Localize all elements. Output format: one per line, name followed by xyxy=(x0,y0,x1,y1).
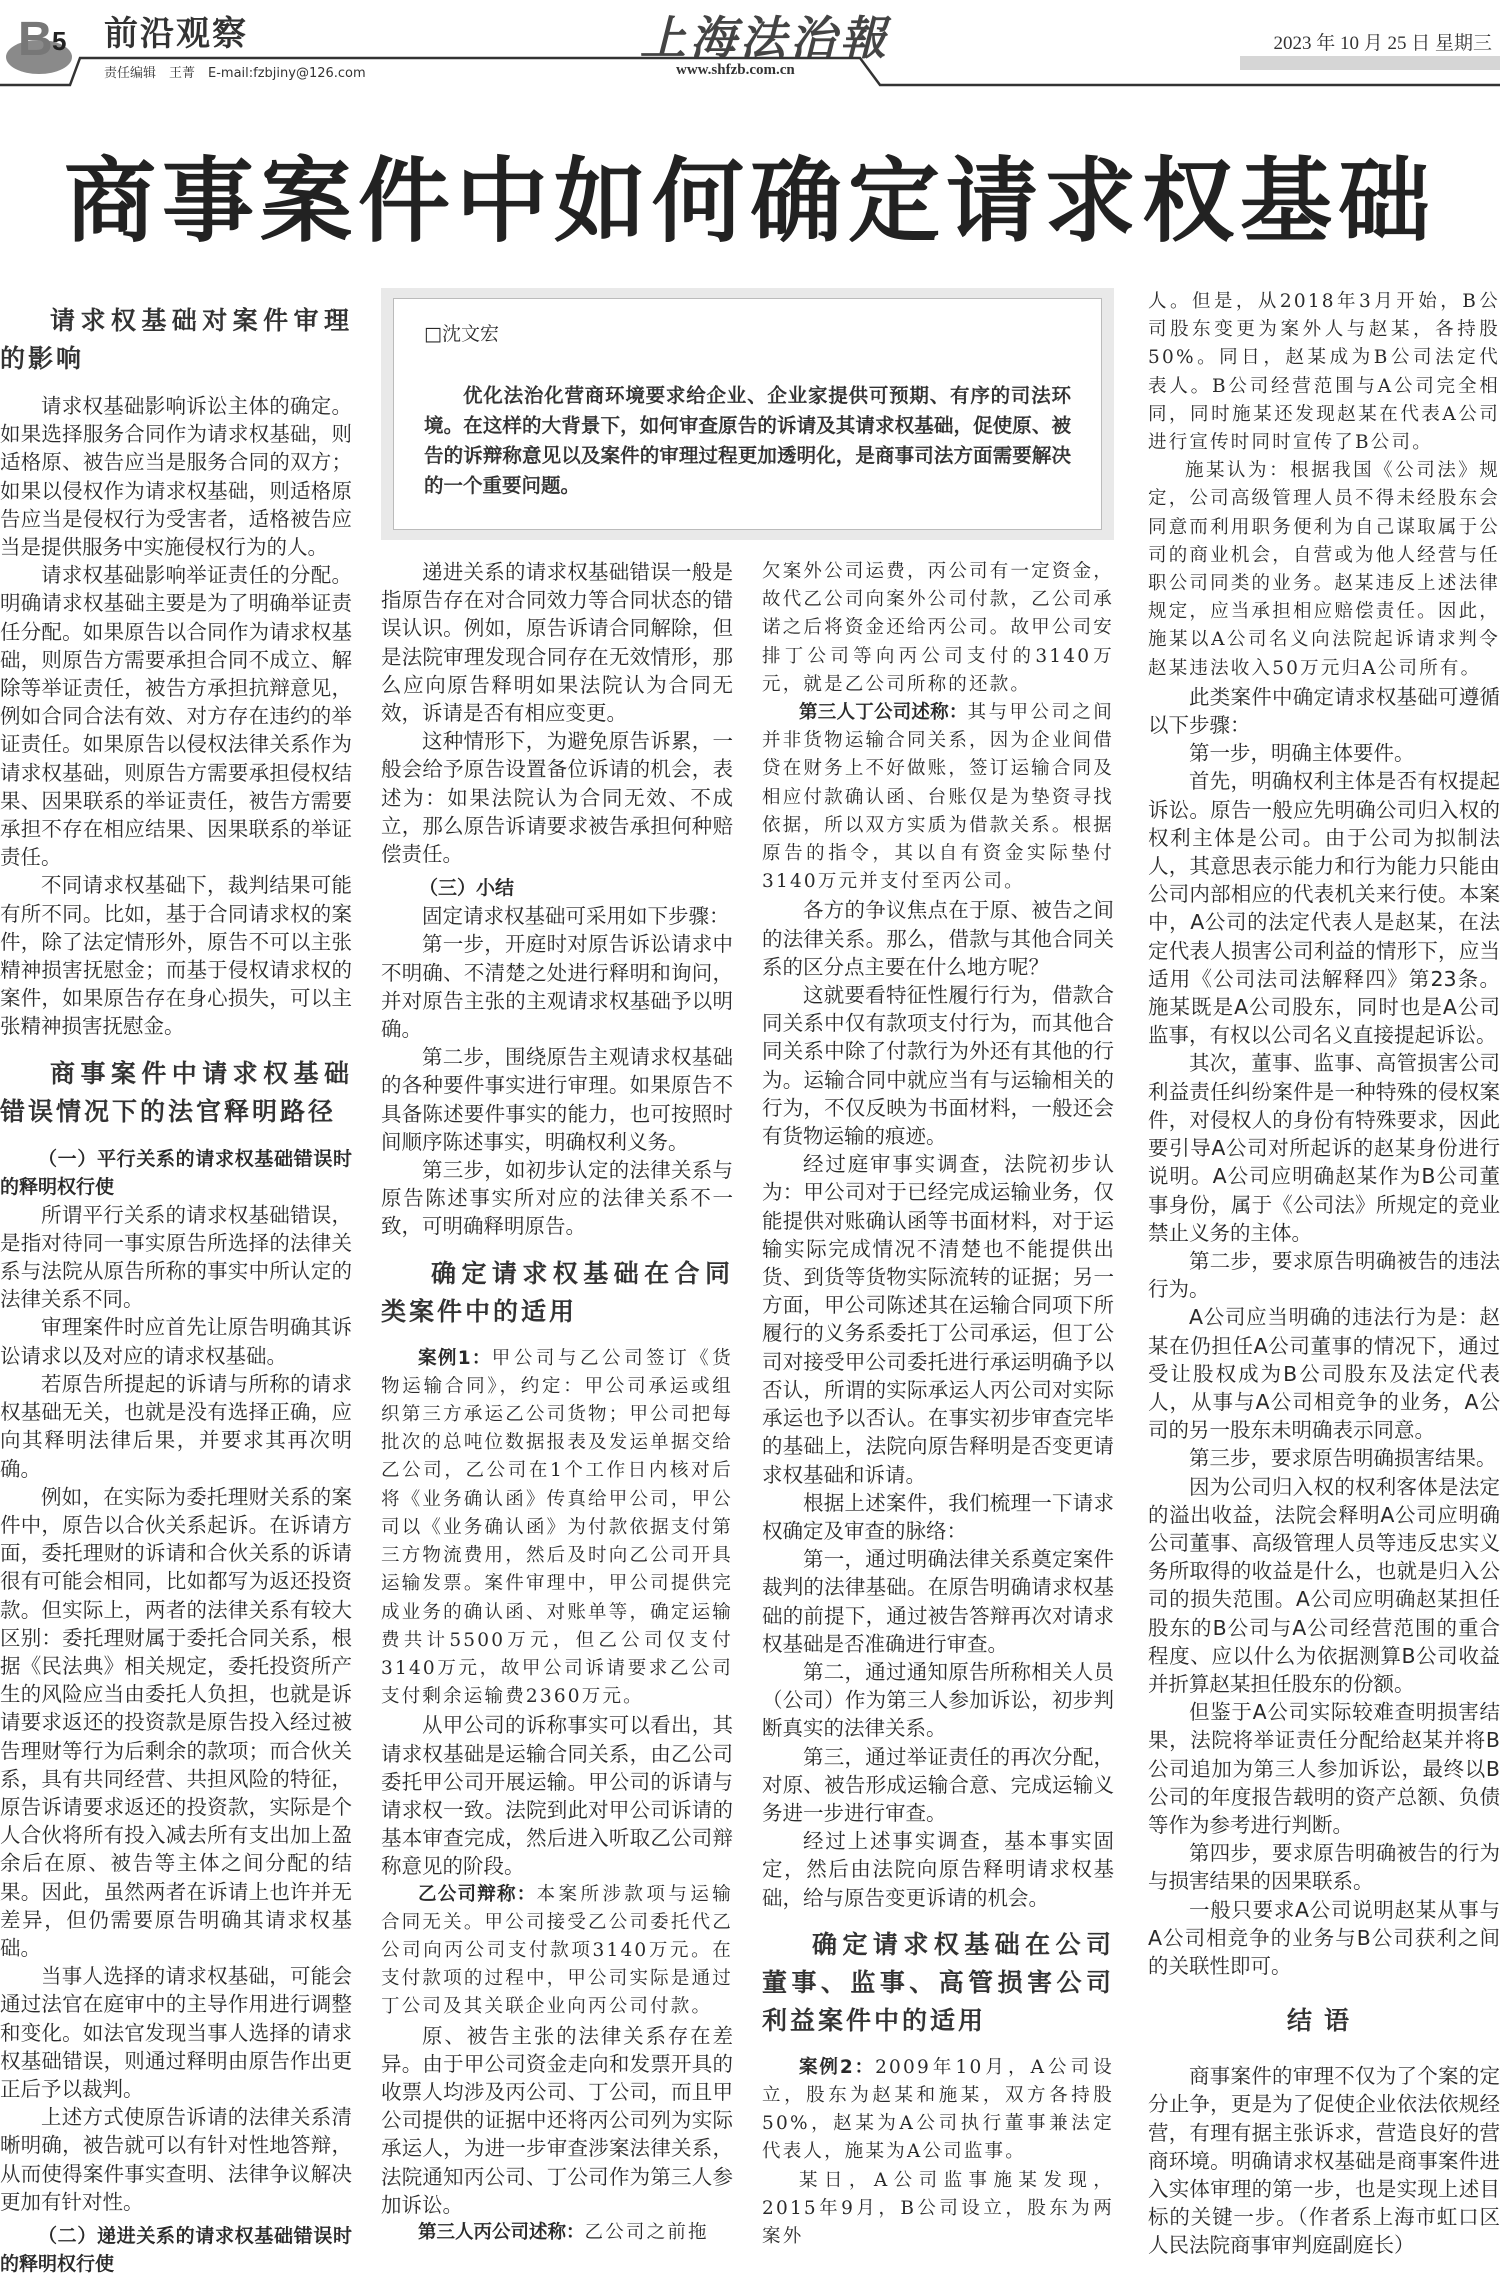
section-heading: 请求权基础对案件审理的影响 xyxy=(0,306,352,373)
newspaper-masthead: 上海法治報 xyxy=(640,11,890,65)
case-paragraph xyxy=(1148,457,1500,683)
body-paragraph: 第三步，如初步认定的法律关系与原告陈述事实所对应的法律关系不一致，可明确释明原告。 xyxy=(381,1158,733,1239)
body-paragraph: 原、被告主张的法律关系存在差异。由于甲公司资金走向和发票开具的收票人均涉及丙公司、丁公司，而且甲公司提供的证据中还将丙公司列为实际承运人，为进一步审查涉案法律关系，法院通知丙公司、丁公司作为第三人参加诉讼。 xyxy=(381,2023,733,2217)
subsection-heading: （二）递进关系的请求权基础错误时的释明权行使 xyxy=(0,2224,352,2275)
case-paragraph xyxy=(381,1345,733,1712)
case-text: 人。但是，从2018年3月开始，B公司股东变更为案外人与赵某，各持股50%。同日，赵某成为B公司法定代表人。B公司经营范围与A公司完全相同，同时施某还发现赵某在代表A公司进行宣传时同时宣传了B公司。 xyxy=(1148,291,1500,454)
subsection-heading: （一）平行关系的请求权基础错误时的释明权行使 xyxy=(0,1147,352,1198)
body-paragraph: 第二，通过通知原告所称相关人员（公司）作为第三人参加诉讼，初步判断真实的法律关系。 xyxy=(762,1659,1114,1741)
body-paragraph: A公司应当明确的违法行为是：赵某在仍担任A公司董事的情况下，通过受让股权成为B公司股东及法定代表人，从事与A公司相竞争的业务，A公司的另一股东未明确表示同意。 xyxy=(1148,1305,1500,1443)
website-link[interactable]: www.shfzb.com.cn xyxy=(676,62,795,78)
subsection-heading: （三）小结 xyxy=(419,877,515,900)
case-text: 2009年10月，A公司设立，股东为赵某和施某，双方各持股50%，赵某为A公司执行董事兼法定代表人，施某为A公司监事。 xyxy=(762,2056,1114,2163)
body-paragraph: 其次，董事、监事、高管损害公司利益责任纠纷案件是一种特殊的侵权案件，对侵权人的身份有特殊要求，因此要引导A公司对所起诉的赵某身份进行说明。A公司应明确赵某作为B公司董事身份，属于《公司法》所规定的竞业禁止义务的主体。 xyxy=(1148,1051,1500,1245)
body-paragraph: 第四步，要求原告明确被告的行为与损害结果的因果联系。 xyxy=(1148,1841,1500,1894)
body-paragraph: 一般只要求A公司说明赵某从事与A公司相竞争的业务与B公司获利之间的关联性即可。 xyxy=(1148,1897,1500,1978)
body-paragraph: 若原告所提起的诉请与所称的请求权基础无关，也就是没有选择正确，应向其释明法律后果，并要求其再次明确。 xyxy=(0,1371,352,1481)
body-paragraph: 第三，通过举证责任的再次分配，对原、被告形成运输合意、完成运输义务进一步进行审查。 xyxy=(762,1744,1114,1825)
case-text: 某日，A公司监事施某发现，2015年9月，B公司设立，股东为两案外 xyxy=(762,2169,1114,2247)
body-paragraph: 第三步，要求原告明确损害结果。 xyxy=(1189,1446,1497,1471)
case-paragraph xyxy=(762,2167,1114,2252)
section-name: 前沿观察 xyxy=(104,14,248,54)
case-lead: 案例1： xyxy=(418,1347,492,1369)
case-lead: 第三人丙公司述称： xyxy=(418,2221,585,2243)
body-paragraph: 因为公司归入权的权利客体是法定的溢出收益，法院会释明A公司应明确公司董事、高级管理人员等违反忠实义务所取得的收益是什么，也就是归入公司的损失范围。A公司应明确赵某担任股东的B公司与A公司经营范围的重合程度、应以什么为依据测算B公司收益并折算赵某担任股东的份额。 xyxy=(1148,1474,1500,1696)
body-paragraph: 经过庭审事实调查，法院初步认为：甲公司对于已经完成运输业务，仅能提供对账确认函等书面材料，对于运输实际完成情况不清楚也不能提供出货、到货等货物实际流转的证据；另一方面，甲公司陈述其在运输合同项下所履行的义务系委托丁公司承运，但丁公司对接受甲公司委托进行承运明确予以否认，所谓的实际承运人丙公司对实际承运也予以否认。在事实初步审查完毕的基础上，法院向原告释明是否变更请求权基础和诉请。 xyxy=(762,1152,1114,1487)
intro-box xyxy=(381,288,1114,540)
article-column-2 xyxy=(381,558,733,2248)
body-paragraph: 不同请求权基础下，裁判结果可能有所不同。比如，基于合同请求权的案件，除了法定情形外，原告不可以主张精神损害抚慰金；而基于侵权请求权的案件，如果原告存在身心损失，可以主张精神损害抚慰金。 xyxy=(0,873,352,1039)
body-paragraph: 各方的争议焦点在于原、被告之间的法律关系。那么，借款与其他合同关系的区分点主要在什么地方呢？ xyxy=(762,898,1114,979)
body-paragraph: 请求权基础影响举证责任的分配。明确请求权基础主要是为了明确举证责任分配。如果原告以合同作为请求权基础，则原告方需要承担合同不成立、解除等举证责任，被告方承担抗辩意见，例如合同合法有效、对方存在违约的举证责任。如果原告以侵权法律关系作为请求权基础，则原告方需要承担侵权结果、因果联系的举证责任，被告方需要承担不存在相应结果、因果联系的举证责任。 xyxy=(0,563,352,870)
body-paragraph: 固定请求权基础可采用如下步骤： xyxy=(422,904,730,929)
body-paragraph: 第一步，开庭时对原告诉讼请求中不明确、不清楚之处进行释明和询问，并对原告主张的主观请求权基础予以明确。 xyxy=(381,932,733,1042)
body-paragraph: 根据上述案件，我们梳理一下请求权确定及审查的脉络： xyxy=(762,1490,1114,1543)
article-lead: 优化法治化营商环境要求给企业、企业家提供可预期、有序的司法环境。在这样的大背景下，如何审查原告的诉请及其请求权基础，促使原、被告的诉辩称意见以及案件的审理过程更加透明化，是商事司法方面需要解决的一个重要问题。 xyxy=(424,384,1071,497)
case-text: 甲公司与乙公司签订《货物运输合同》，约定：甲公司承运或组织第三方承运乙公司货物；甲公司把每批次的总吨位数据报表及发运单据交给乙公司，乙公司在1个工作日内核对后将《业务确认函》传真给甲公司，甲公司以《业务确认函》为付款依据支付第三方物流费用，然后及时向乙公司开具运输发票。案件审理中，甲公司提供完成业务的确认函、对账单等，确定运输费共计5500万元，但乙公司仅支付3140万元，故甲公司诉请要求乙公司支付剩余运输费2360万元。 xyxy=(381,1347,733,1708)
body-paragraph: 审理案件时应首先让原告明确其诉讼请求以及对应的请求权基础。 xyxy=(0,1315,352,1368)
page-header xyxy=(0,0,1500,95)
case-paragraph xyxy=(762,558,1114,699)
body-paragraph: 第一步，明确主体要件。 xyxy=(1189,741,1415,766)
case-text: 其与甲公司之间并非货物运输合同关系，因为企业间借贷在财务上不好做账，签订运输合同及相应付款确认函、台账仅是为垫资寻找依据，所以双方实质为借款关系。根据原告的指令，其以自有资金实际垫付3140万元并支付至丙公司。 xyxy=(762,702,1114,893)
body-paragraph: 此类案件中确定请求权基础可遵循以下步骤： xyxy=(1148,684,1500,738)
intro-box-inner xyxy=(393,298,1102,530)
article-column-4 xyxy=(1148,288,1500,2258)
section-heading: 确定请求权基础在合同类案件中的适用 xyxy=(381,1258,733,1326)
case-text: 施某认为：根据我国《公司法》规定，公司高级管理人员不得未经股东会同意而利用职务便利为自己谋取属于公司的商业机会，自营或为他人经营与任职公司同类的业务。赵某违反上述法律规定，应当承担相应赔偿责任。因此，施某以A公司名义向法院起诉请求判令赵某违法收入50万元归A公司所有。 xyxy=(1148,460,1500,679)
page-letter: B xyxy=(18,13,53,66)
body-paragraph: 当事人选择的请求权基础，可能会通过法官在庭审中的主导作用进行调整和变化。如法官发现当事人选择的请求权基础错误，则通过释明由原告作出更正后予以裁判。 xyxy=(0,1964,352,2101)
case-paragraph xyxy=(381,1881,733,2022)
article-column-3 xyxy=(762,558,1114,2248)
case-lead: 乙公司辩称： xyxy=(418,1883,537,1905)
case-paragraph xyxy=(1148,288,1500,457)
case-paragraph xyxy=(381,2219,733,2247)
issue-date: 2023 年 10 月 25 日 星期三 xyxy=(1273,33,1492,54)
body-paragraph: 商事案件的审理不仅为了个案的定分止争，更是为了促使企业依法依规经营，有理有据主张诉求，营造良好的营商环境。明确请求权基础是商事案件进入实体审理的第一步，也是实现上述目标的关键一步。（作者系上海市虹口区人民法院商事审判庭副庭长） xyxy=(1148,2064,1500,2258)
article-column-1 xyxy=(0,288,352,2275)
body-paragraph: 首先，明确权利主体是否有权提起诉讼。原告一般应先明确公司归入权的权利主体是公司。由于公司为拟制法人，其意思表示能力和行为能力只能由公司内部相应的代表机关来行使。本案中，A公司的法定代表人是赵某，在法定代表人损害公司利益的情形下，应当适用《公司法司法解释四》第23条。施某既是A公司股东，同时也是A公司监事，有权以公司名义直接提起诉讼。 xyxy=(1148,769,1500,1048)
body-paragraph: 这就要看特征性履行行为，借款合同关系中仅有款项支付行为，而其他合同关系中除了付款行为外还有其他的行为。运输合同中就应当有与运输相关的行为，不仅反映为书面材料，一般还会有货物运输的痕迹。 xyxy=(762,983,1114,1149)
body-paragraph: 这种情形下，为避免原告诉累，一般会给予原告设置备位诉请的机会，表述为：如果法院认为合同无效、不成立，那么原告诉请要求被告承担何种赔偿责任。 xyxy=(381,729,733,867)
editor-info: 责任编辑 王菁 E-mail:fzbjiny@126.com xyxy=(104,66,366,81)
body-paragraph: 但鉴于A公司实际较难查明损害结果，法院将举证责任分配给赵某并将B公司追加为第三人参加诉讼，最终以B公司的年度报告载明的资产总额、负债等作为参考进行判断。 xyxy=(1148,1700,1500,1837)
body-paragraph: 第二步，要求原告明确被告的违法行为。 xyxy=(1148,1248,1500,1302)
case-text: 欠案外公司运费，丙公司有一定资金，故代乙公司向案外公司付款，乙公司承诺之后将资金还给丙公司。故甲公司安排丁公司等向丙公司支付的3140万元，就是乙公司所称的还款。 xyxy=(762,561,1114,695)
case-paragraph xyxy=(762,2054,1114,2167)
case-text: 乙公司之前拖 xyxy=(584,2221,709,2243)
body-paragraph: 请求权基础影响诉讼主体的确定。如果选择服务合同作为请求权基础，则适格原、被告应当是服务合同的双方；如果以侵权作为请求权基础，则适格原告应当是侵权行为受害者，适格被告应当是提供服务中实施侵权行为的人。 xyxy=(0,394,352,560)
body-paragraph: 第一，通过明确法律关系奠定案件裁判的法律基础。在原告明确请求权基础的前提下，通过被告答辩再次对请求权基础是否准确进行审查。 xyxy=(762,1547,1114,1656)
case-paragraph xyxy=(762,699,1114,896)
case-lead: 案例2： xyxy=(799,2056,876,2078)
article-title: 商事案件中如何确定请求权基础 xyxy=(63,148,1436,255)
body-paragraph: 经过上述事实调查，基本事实固定，然后由法院向原告释明请求权基础，给与原告变更诉请的机会。 xyxy=(762,1829,1114,1910)
body-paragraph: 所谓平行关系的请求权基础错误，是指对待同一事实原告所选择的法律关系与法院从原告所称的事实中所认定的法律关系不同。 xyxy=(0,1202,352,1312)
body-paragraph: 上述方式使原告诉请的法律关系清晰明确，被告就可以有针对性地答辩，从而使得案件事实查明、法律争议解决更加有针对性。 xyxy=(0,2105,352,2214)
body-paragraph: 递进关系的请求权基础错误一般是指原告存在对合同效力等合同状态的错误认识。例如，原告诉请合同解除，但是法院审理发现合同存在无效情形，那么应向原告释明如果法院认为合同无效，诉请是否有相应变更。 xyxy=(381,560,733,726)
section-heading: 结语 xyxy=(1286,2006,1361,2036)
body-paragraph: 从甲公司的诉称事实可以看出，其请求权基础是运输合同关系，由乙公司委托甲公司开展运输。甲公司的诉请与请求权一致。法院到此对甲公司诉请的基本审查完成，然后进入听取乙公司辩称意见的阶段。 xyxy=(381,1713,733,1879)
section-heading: 确定请求权基础在公司董事、监事、高管损害公司利益案件中的适用 xyxy=(762,1929,1114,2035)
page-number: 5 xyxy=(52,26,67,56)
section-heading: 商事案件中请求权基础错误情况下的法官释明路径 xyxy=(0,1058,352,1126)
case-lead: 第三人丁公司述称： xyxy=(799,702,968,724)
case-text: 本案所涉款项与运输合同无关。甲公司接受乙公司委托代乙公司向丙公司支付款项3140万元。在支付款项的过程中，甲公司实际是通过丁公司及其关联企业向丙公司付款。 xyxy=(381,1883,733,2018)
author-byline: □沈文宏 xyxy=(424,323,499,345)
body-paragraph: 第二步，围绕原告主观请求权基础的各种要件事实进行审理。如果原告不具备陈述要件事实的能力，也可按照时间顺序陈述事实，明确权利义务。 xyxy=(381,1045,733,1154)
body-paragraph: 例如，在实际为委托理财关系的案件中，原告以合伙关系起诉。在诉请方面，委托理财的诉请和合伙关系的诉请很有可能会相同，比如都写为返还投资款。但实际上，两者的法律关系有较大区别：委托理财属于委托合同关系，根据《民法典》相关规定，委托投资所产生的风险应当由委托人负担，也就是诉请要求返还的投资款是原告投入经过被告理财等行为后剩余的款项；而合伙关系，具有共同经营、共担风险的特征，原告诉请要求返还的投资款，实际是个人合伙将所有投入减去所有支出加上盈余后在原、被告等主体之间分配的结果。因此，虽然两者在诉请上也许并无差异，但仍需要原告明确其请求权基础。 xyxy=(0,1484,352,1960)
